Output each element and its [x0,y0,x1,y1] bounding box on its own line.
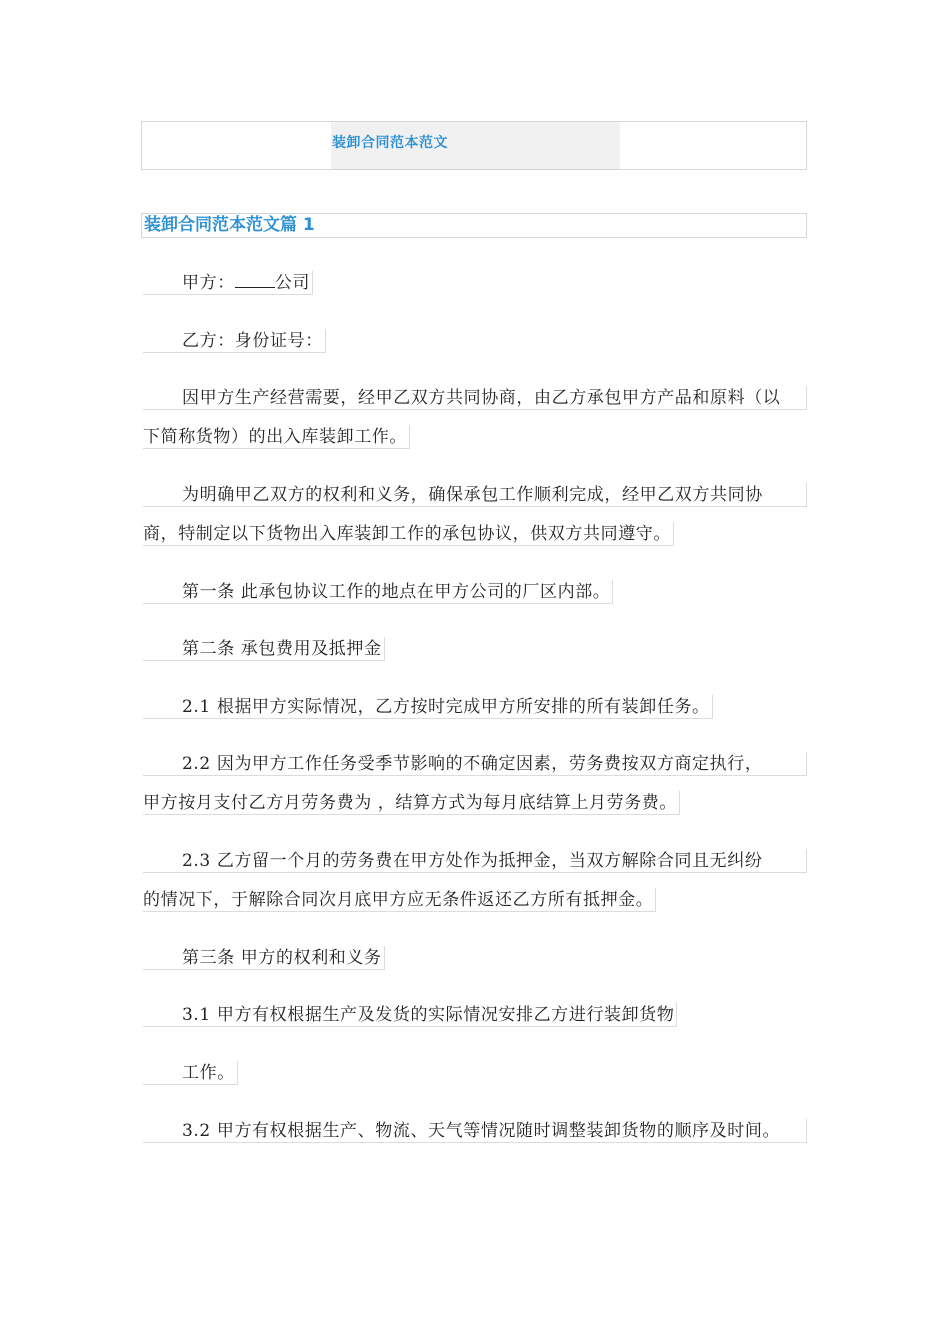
clause-3-2: 3.2 甲方有权根据生产、物流、天气等情况随时调整装卸货物的顺序及时间。 [143,1119,807,1143]
clause-2-3-line-1: 2.3 乙方留一个月的劳务费在甲方处作为抵押金，当双方解除合同且无纠纷 [143,849,807,873]
article-3-heading: 第三条 甲方的权利和义务 [143,946,385,970]
party-a-line [143,271,313,295]
clause-3-1-line-2: 工作。 [143,1061,238,1085]
company-name-blank [235,273,275,288]
clause-3-1-line-1: 3.1 甲方有权根据生产及发货的实际情况安排乙方进行装卸货物 [143,1003,677,1027]
clause-2-3-line-2: 的情况下，于解除合同次月底甲方应无条件返还乙方所有抵押金。 [143,888,656,912]
document-title: 装卸合同范本范文 [332,135,448,151]
clause-2-2-line-2: 甲方按月支付乙方月劳务费为 ，结算方式为每月底结算上月劳务费。 [143,791,680,815]
paragraph-1-line-1: 因甲方生产经营需要，经甲乙双方共同协商，由乙方承包甲方产品和原料（以 [143,386,807,410]
paragraph-1-line-2: 下简称货物）的出入库装卸工作。 [143,425,410,449]
paragraph-2-line-1: 为明确甲乙双方的权利和义务，确保承包工作顺利完成，经甲乙双方共同协 [143,483,807,507]
party-a-label: 甲方： [182,273,235,293]
document-header [141,121,807,170]
party-a-suffix: 公司 [274,273,311,293]
article-1: 第一条 此承包协议工作的地点在甲方公司的厂区内部。 [143,580,613,604]
article-2-heading: 第二条 承包费用及抵押金 [143,637,385,661]
clause-2-1: 2.1 根据甲方实际情况，乙方按时完成甲方所安排的所有装卸任务。 [143,695,713,719]
section-heading: 装卸合同范本范文篇 1 [141,213,807,238]
party-b-line: 乙方：身份证号： [143,329,326,353]
clause-2-2-line-1: 2.2 因为甲方工作任务受季节影响的不确定因素，劳务费按双方商定执行， [143,752,807,776]
paragraph-2-line-2: 商，特制定以下货物出入库装卸工作的承包协议，供双方共同遵守。 [143,522,674,546]
